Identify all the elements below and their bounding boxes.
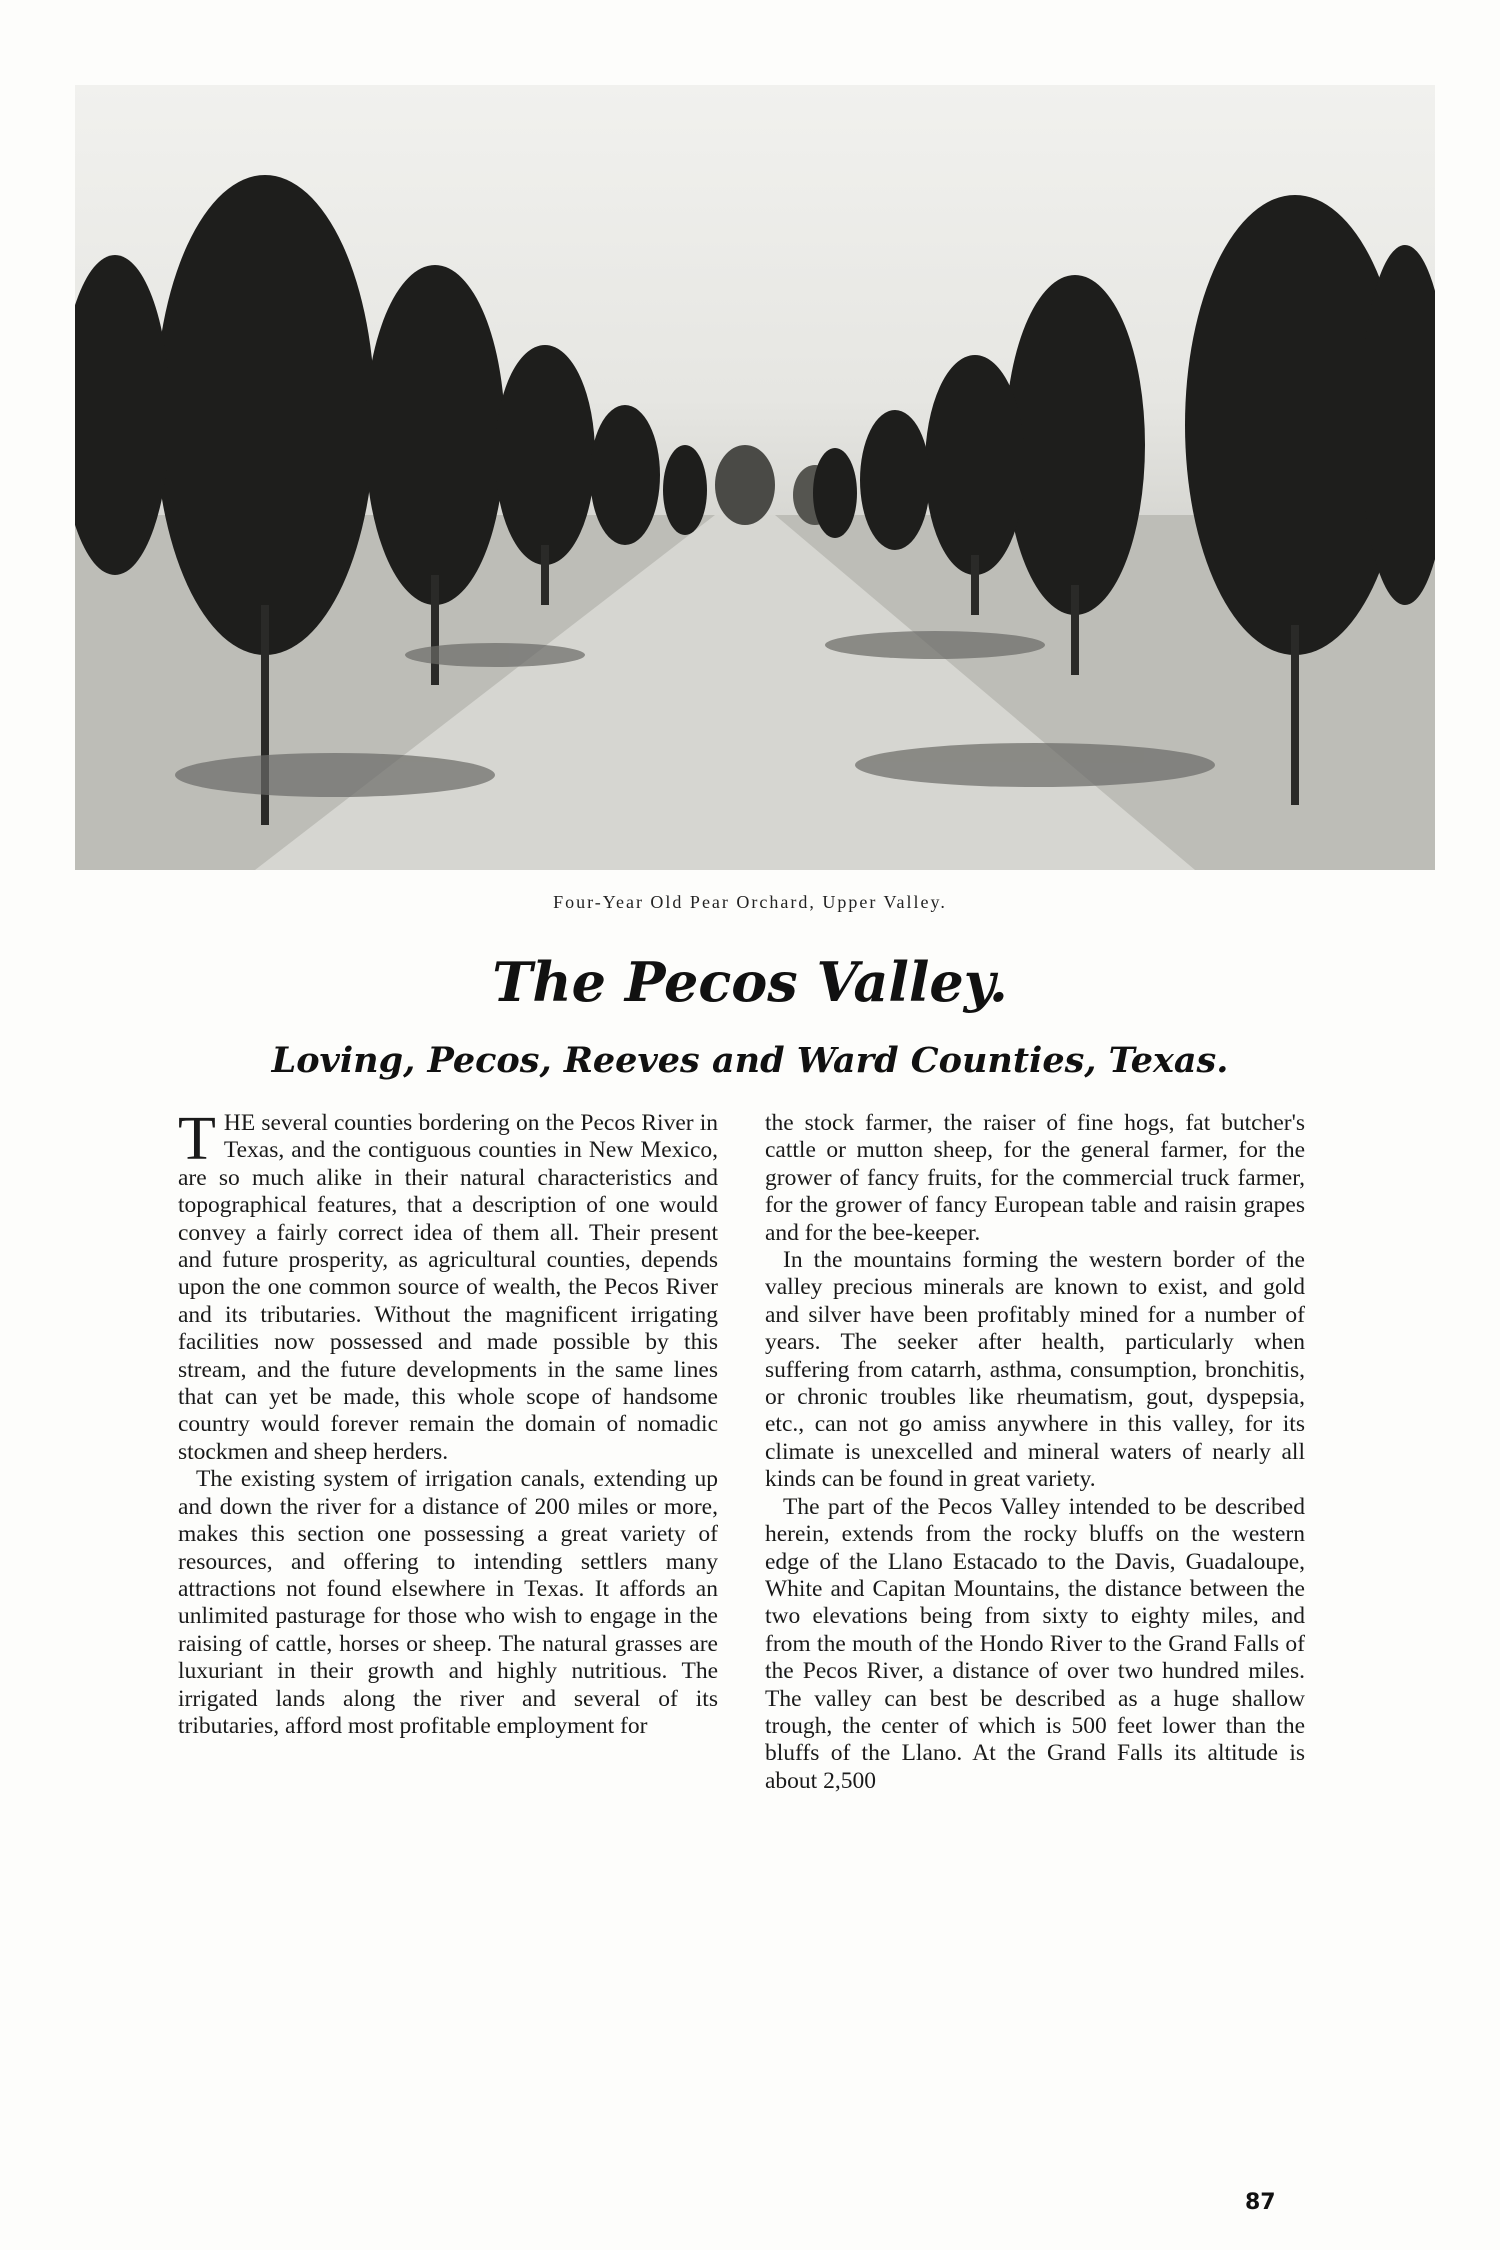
page-number: 87 [1245,2190,1276,2215]
right-column [765,1110,1305,1795]
drop-cap: T [178,1105,216,1173]
paragraph: the stock farmer, the raiser of fine hogs, fat butcher's cattle or mutton sheep, for the general farmer, for the grower of fancy fruits, for the commercial truck farmer, for the grower of fancy European table and raisin grapes and for the bee-keeper. [765,1110,1305,1246]
orchard-photo [75,85,1435,870]
paragraph: THE several counties bordering on the Pecos River in Texas, and the contiguous counties in New Mexico, are so much alike in their natural characteristics and topographical features, that a description of one would convey a fairly correct idea of them all. Their present and future prosperity, as agricultural counties, depends upon the one common source of wealth, the Pecos River and its tributaries. Without the magnificent irrigating facilities now possessed and made possible by this stream, and the future developments in the same lines that can yet be made, this whole scope of handsome country would forever remain the domain of nomadic stockmen and sheep herders. [178,1105,718,1465]
paragraph: In the mountains forming the western border of the valley precious minerals are known to exist, and gold and silver have been profitably mined for a number of years. The seeker after health, particularly when suffering from catarrh, asthma, consumption, bronchitis, or chronic troubles like rheumatism, gout, dyspepsia, etc., can not go amiss anywhere in this valley, for its climate is unexcelled and mineral waters of nearly all kinds can be found in great variety. [765,1247,1305,1493]
paragraph: The part of the Pecos Valley intended to be described herein, extends from the rocky bluffs on the western edge of the Llano Estacado to the Davis, Guadaloupe, White and Capitan Mountains, the distance between the two elevations being from sixty to eighty miles, and from the mouth of the Hondo River to the Grand Falls of the Pecos River, a distance of over two hundred miles. The valley can best be described as a huge shallow trough, the center of which is 500 feet lower than the bluffs of the Llano. At the Grand Falls its altitude is about 2,500 [765,1493,1305,1794]
photo-caption: Four-Year Old Pear Orchard, Upper Valley. [553,892,947,912]
left-column [178,1105,718,1740]
article-subtitle: Loving, Pecos, Reeves and Ward Counties, Texas. [271,1040,1229,1081]
paragraph: The existing system of irrigation canals, extending up and down the river for a distance of 200 miles or more, makes this section one possessing a great variety of resources, and offering to intending settlers many attractions not found elsewhere in Texas. It affords an unlimited pasturage for those who wish to engage in the raising of cattle, horses or sheep. The natural grasses are luxuriant in their growth and highly nutritious. The irrigated lands along the river and several of its tributaries, afford most profitable employment for [178,1466,718,1739]
article-title: The Pecos Valley. [492,950,1008,1014]
